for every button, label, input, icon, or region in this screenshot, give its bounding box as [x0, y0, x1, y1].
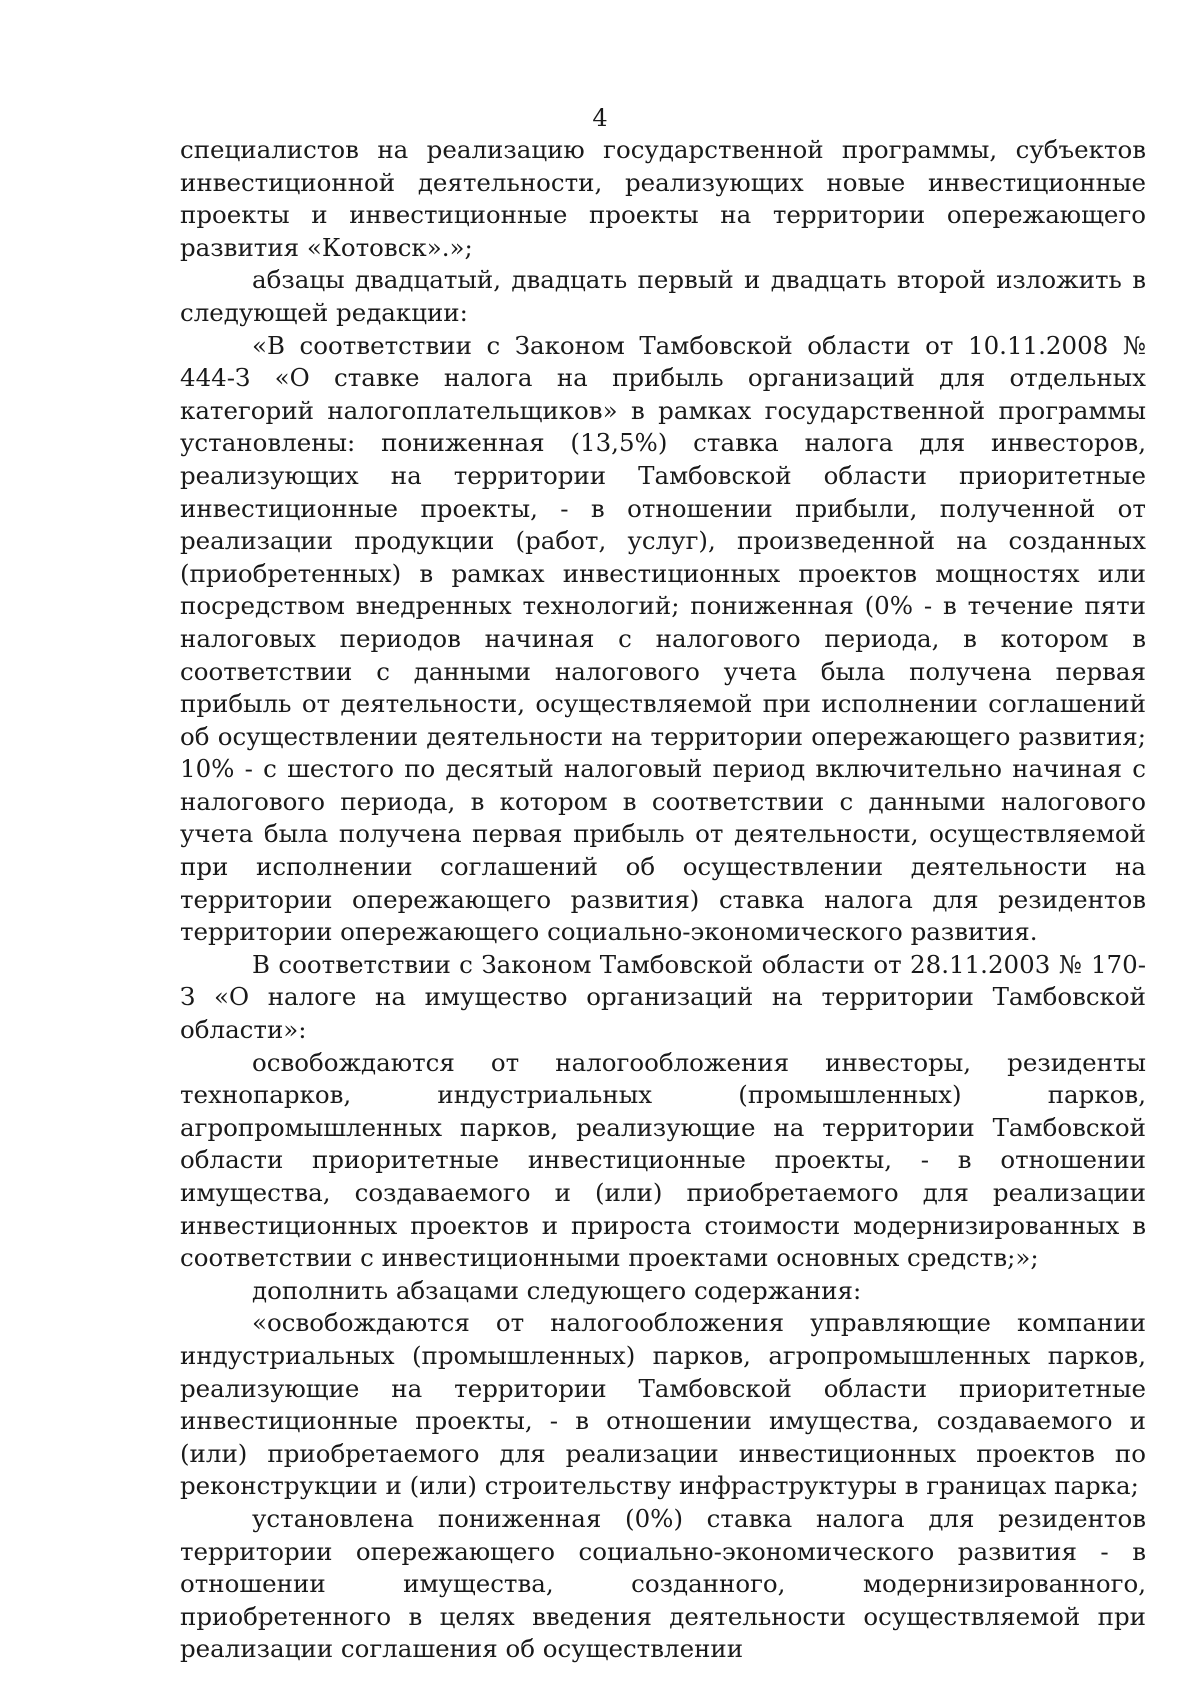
- paragraph-investor-exemption: освобождаются от налогообложения инвесторы, резиденты технопарков, индустриальных (промышленных) парков, агропромышленных парков, реализующие на территории Тамбовской области приоритетные инвестиционные проекты, - в отношении имущества, создаваемого и (или) приобретаемого для реализации инвестиционных проектов и прироста стоимости модернизированных в соответствии с инвестиционными проектами основных средств;»;: [180, 1047, 1146, 1273]
- document-body: [180, 134, 1146, 1666]
- paragraph-management-company-exemption: «освобождаются от налогообложения управляющие компании индустриальных (промышленных) парков, агропромышленных парков, реализующие на территории Тамбовской области приоритетные инвестиционные проекты, - в отношении имущества, создаваемого и (или) приобретаемого для реализации инвестиционных проектов по реконструкции и (или) строительству инфраструктуры в границах парка;: [180, 1308, 1146, 1501]
- paragraph-reduced-rate: установлена пониженная (0%) ставка налога для резидентов территории опережающего социально-экономического развития - в отношении имущества, созданного, модернизированного, приобретенного в целях введения деятельности осуществляемой при реализации соглашения об осуществлении: [180, 1503, 1146, 1664]
- paragraph-profit-tax-law: «В соответствии с Законом Тамбовской области от 10.11.2008 № 444-З «О ставке налога на прибыль организаций для отдельных категорий налогоплательщиков» в рамках государственной программы установлены: пониженная (13,5%) ставка налога для инвесторов, реализующих на территории Тамбовской области приоритетные инвестиционные проекты, - в отношении прибыли, полученной от реализации продукции (работ, услуг), произведенной на созданных (приобретенных) в рамках инвестиционных проектов мощностях или посредством внедренных технологий; пониженная (0% - в течение пяти налоговых периодов начиная с налогового периода, в котором в соответствии с данными налогового учета была получена первая прибыль от деятельности, осуществляемой при исполнении соглашений об осуществлении деятельности на территории опережающего развития; 10% - с шестого по десятый налоговый период включительно начиная с налогового периода, в котором в соответствии с данными налогового учета была получена первая прибыль от деятельности, осуществляемой при исполнении соглашений об осуществлении деятельности на территории опережающего развития) ставка налога для резидентов территории опережающего социально-экономического развития.: [180, 330, 1146, 947]
- page-number: 4: [592, 104, 608, 132]
- paragraph-property-tax-law: В соответствии с Законом Тамбовской области от 28.11.2003 № 170-З «О налоге на имущество организаций на территории Тамбовской области»:: [180, 949, 1146, 1045]
- paragraph-amendment-instruction: абзацы двадцатый, двадцать первый и двадцать второй изложить в следующей редакции:: [180, 265, 1146, 327]
- paragraph-supplement-instruction: дополнить абзацами следующего содержания:: [252, 1275, 862, 1305]
- paragraph-continuation: специалистов на реализацию государственной программы, субъектов инвестиционной деятельности, реализующих новые инвестиционные проекты и инвестиционные проекты на территории опережающего развития «Котовск».»;: [180, 135, 1146, 262]
